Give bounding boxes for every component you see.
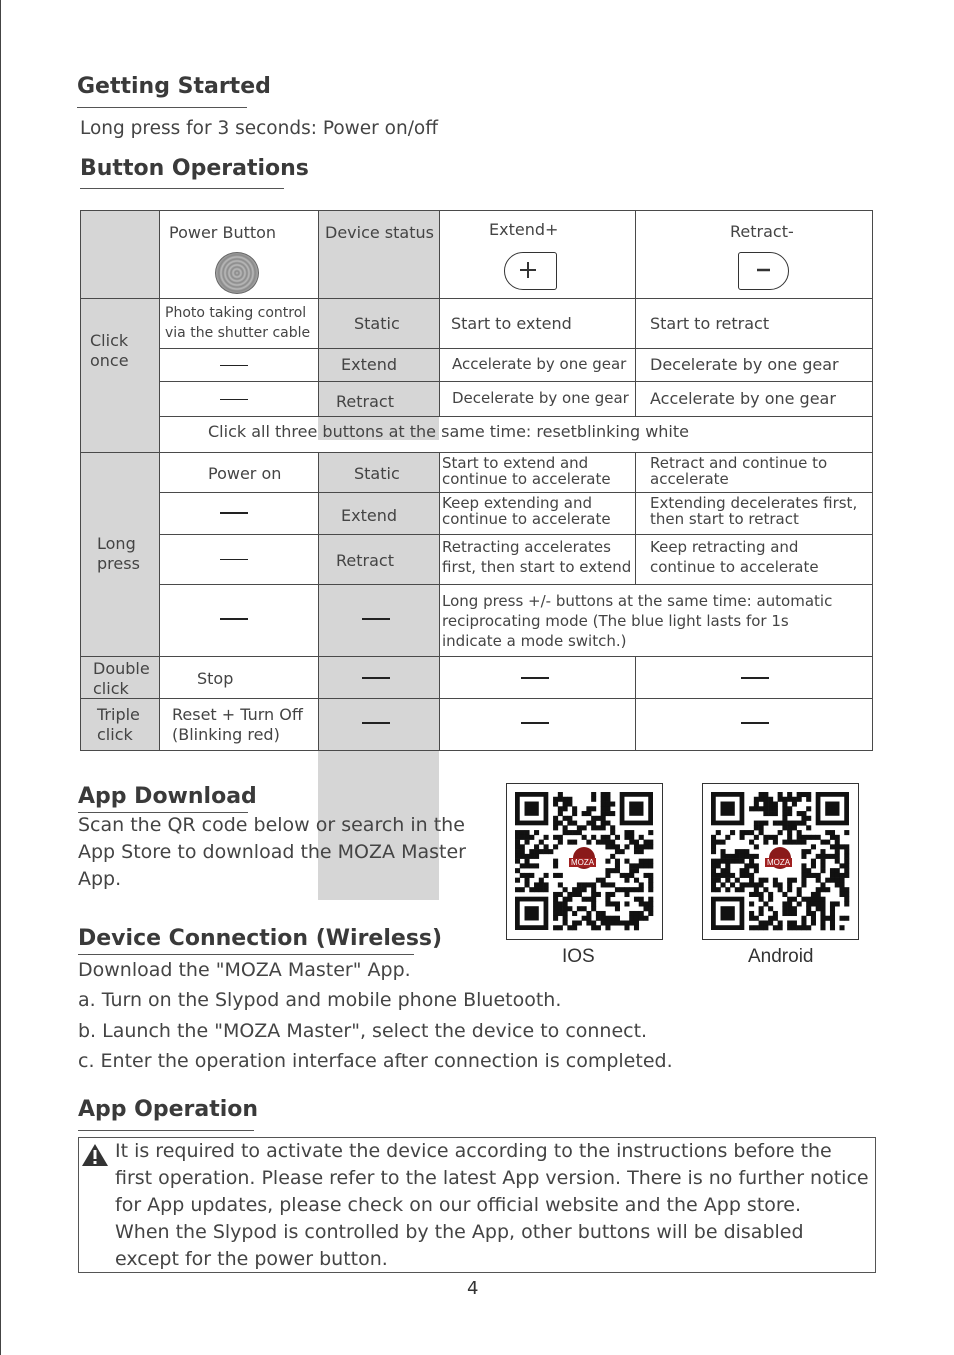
header-device-status: Device status (325, 223, 434, 242)
app-download-line: App. (78, 868, 122, 890)
row-line (159, 534, 873, 535)
cell-text: Start to retract (650, 314, 770, 333)
warning-icon (81, 1143, 109, 1167)
double-click-label: Double (93, 659, 150, 678)
moza-logo-text: MOZA (767, 858, 791, 867)
row-line (80, 298, 873, 299)
note-line: It is required to activate the device according to the instructions before the (115, 1140, 832, 1162)
cell-text: Retract and continue to (650, 454, 828, 472)
device-connection-line: Download the "MOZA Master" App. (78, 959, 411, 981)
cell-text: Keep extending and (442, 494, 592, 512)
row-line (80, 656, 873, 657)
triple-click-label: Triple (97, 705, 140, 724)
cell-text: (Blinking red) (172, 725, 280, 744)
double-click-label: click (93, 679, 129, 698)
table-border (80, 210, 873, 211)
heading-underline (78, 1130, 254, 1131)
col-line (635, 210, 636, 416)
empty-dash (362, 677, 390, 679)
cell-text: Extend (341, 506, 397, 525)
retract-minus-button-icon (738, 252, 789, 290)
qr-android-caption: Android (748, 946, 814, 967)
cell-text: Static (354, 314, 400, 333)
row-line (159, 492, 873, 493)
empty-dash (362, 618, 390, 620)
cell-text: Static (354, 464, 400, 483)
triple-click-label: click (97, 725, 133, 744)
row-line (159, 584, 873, 585)
page-number: 4 (467, 1278, 479, 1299)
heading-underline (78, 954, 414, 955)
app-download-line: Scan the QR code below or search in the (78, 814, 465, 836)
cell-text: Keep retracting and (650, 538, 799, 556)
table-border (872, 210, 873, 751)
note-line: except for the power button. (115, 1248, 388, 1270)
table-border (80, 210, 81, 751)
row-line (159, 416, 873, 417)
table-border (80, 750, 873, 751)
long-press-label: press (97, 554, 140, 573)
cell-text: accelerate (650, 470, 729, 488)
android-qr-code[interactable] (702, 783, 859, 940)
cell-text: Power on (208, 464, 282, 483)
heading-underline (80, 188, 284, 189)
cell-text: Photo taking control (165, 305, 307, 321)
header-power-button: Power Button (169, 223, 277, 242)
cell-text: Start to extend (451, 314, 572, 333)
getting-started-heading: Getting Started (77, 74, 271, 99)
empty-dash (220, 399, 248, 400)
cell-text: first, then start to extend (442, 558, 632, 576)
empty-dash (220, 618, 248, 620)
moza-logo-text: MOZA (571, 858, 595, 867)
heading-underline (77, 107, 247, 108)
empty-dash (521, 677, 549, 679)
cell-text: continue to accelerate (442, 470, 611, 488)
cell-text: Accelerate by one gear (650, 389, 836, 408)
empty-dash (220, 365, 248, 366)
header-retract: Retract- (730, 222, 794, 241)
cell-text: Start to extend and (442, 454, 589, 472)
cell-text: continue to accelerate (442, 510, 611, 528)
cell-text: continue to accelerate (650, 558, 819, 576)
cell-text: Accelerate by one gear (452, 355, 627, 373)
empty-dash (220, 512, 248, 514)
button-operations-table (80, 210, 873, 751)
empty-dash (362, 722, 390, 724)
row-line (159, 381, 873, 382)
cell-text: Retract (336, 551, 394, 570)
cell-text: Long press +/- buttons at the same time: automatic (442, 592, 833, 610)
cell-text: Retract (336, 392, 394, 411)
cell-text: then start to retract (650, 510, 799, 528)
cell-text: Decelerate by one gear (650, 355, 839, 374)
note-line: When the Slypod is controlled by the App, other buttons will be disabled (115, 1221, 804, 1243)
empty-dash (521, 722, 549, 724)
power-button-icon (215, 252, 259, 294)
empty-dash (741, 722, 769, 724)
app-operation-heading: App Operation (78, 1097, 259, 1122)
device-connection-line: c. Enter the operation interface after connection is completed. (78, 1050, 673, 1072)
col-line (439, 452, 440, 751)
col-line (318, 210, 319, 416)
click-once-label: once (90, 351, 129, 370)
row-line (80, 698, 873, 699)
page-left-rule (0, 0, 1, 1355)
cell-text: Extending decelerates first, (650, 494, 858, 512)
long-press-label: Long (97, 534, 136, 553)
cell-text: indicate a mode switch.) (442, 632, 627, 650)
click-once-label: Click (90, 331, 129, 350)
heading-underline (78, 812, 248, 813)
cell-text: via the shutter cable (165, 325, 311, 341)
col-line (159, 210, 160, 751)
col-line (439, 210, 440, 416)
row-line (159, 348, 873, 349)
note-line: first operation. Please refer to the latest App version. There is no further notice (115, 1167, 869, 1189)
qr-ios-caption: IOS (562, 946, 595, 967)
col-line (318, 452, 319, 751)
empty-dash (741, 677, 769, 679)
app-download-line: App Store to download the MOZA Master (78, 841, 466, 863)
row-line (80, 452, 873, 453)
cell-text: Click all three buttons at the same time: resetblinking white (208, 422, 689, 441)
cell-text: Extend (341, 355, 397, 374)
cell-text: Decelerate by one gear (452, 389, 629, 407)
getting-started-text: Long press for 3 seconds: Power on/off (80, 118, 438, 139)
empty-dash (220, 559, 248, 560)
cell-text: reciprocating mode (The blue light lasts for 1s (442, 612, 789, 630)
cell-text: Reset + Turn Off (172, 705, 303, 724)
col-line (635, 452, 636, 585)
col-line (635, 656, 636, 751)
device-connection-heading: Device Connection (Wireless) (78, 926, 443, 951)
cell-text: Stop (197, 669, 234, 688)
header-extend: Extend+ (489, 220, 559, 239)
device-connection-line: a. Turn on the Slypod and mobile phone Bluetooth. (78, 989, 562, 1011)
cell-text: Retracting accelerates (442, 538, 611, 556)
button-operations-heading: Button Operations (80, 156, 309, 181)
app-download-heading: App Download (78, 784, 257, 809)
extend-plus-button-icon (504, 252, 557, 290)
device-connection-line: b. Launch the "MOZA Master", select the device to connect. (78, 1020, 648, 1042)
note-line: for App updates, please check on our official website and the App store. (115, 1194, 802, 1216)
ios-qr-code[interactable] (506, 783, 663, 940)
